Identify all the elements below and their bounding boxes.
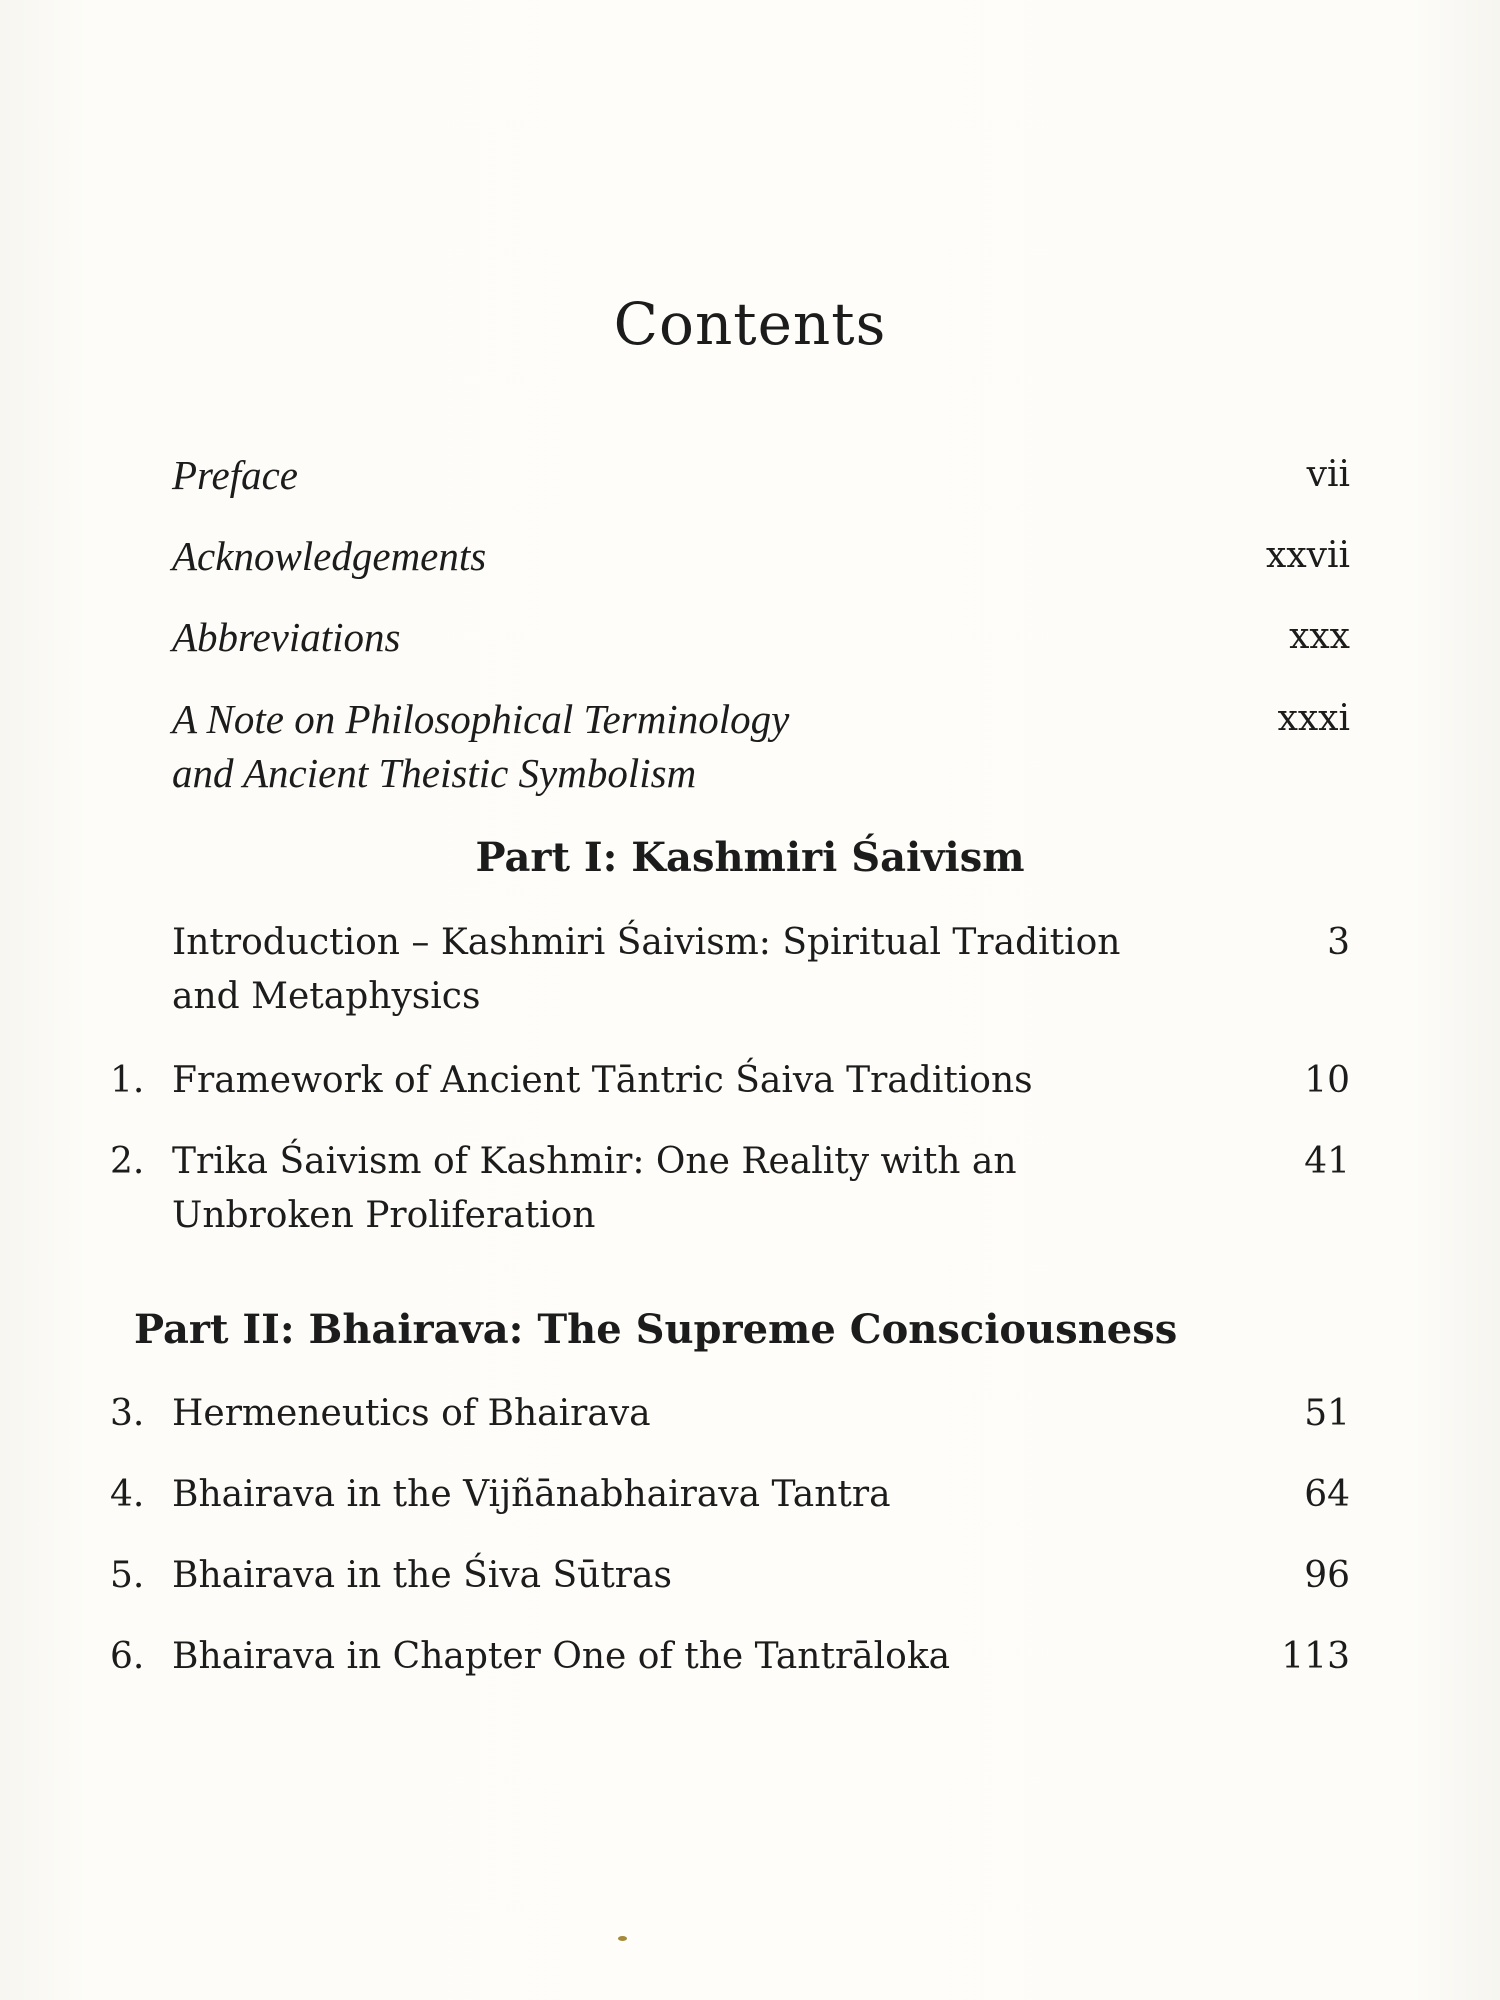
chapter-number: 3. bbox=[110, 1393, 145, 1434]
toc-entry-chapter-4: Bhairava in the Vijñānabhairava Tantra bbox=[172, 1474, 891, 1515]
chapter-number: 5. bbox=[110, 1555, 145, 1596]
toc-page-note: xxxi bbox=[1277, 698, 1350, 739]
toc-entry-chapter-2-line2: Unbroken Proliferation bbox=[172, 1195, 596, 1236]
toc-page-chapter-2: 41 bbox=[1304, 1141, 1350, 1182]
toc-page-introduction: 3 bbox=[1327, 922, 1350, 963]
toc-entry-chapter-1: Framework of Ancient Tāntric Śaiva Traditions bbox=[172, 1060, 1033, 1101]
toc-entry-introduction-line2: and Metaphysics bbox=[172, 976, 481, 1017]
toc-entry-note-line1: A Note on Philosophical Terminology bbox=[172, 696, 790, 742]
toc-page-chapter-3: 51 bbox=[1304, 1393, 1350, 1434]
toc-page-acknowledgements: xxvii bbox=[1266, 535, 1350, 576]
part-heading-2: Part II: Bhairava: The Supreme Consciousness bbox=[134, 1306, 1178, 1353]
toc-entry-note-line2: and Ancient Theistic Symbolism bbox=[172, 750, 697, 796]
toc-page-chapter-1: 10 bbox=[1304, 1060, 1350, 1101]
toc-entry-chapter-2-line1: Trika Śaivism of Kashmir: One Reality with an bbox=[172, 1141, 1017, 1182]
chapter-number: 2. bbox=[110, 1141, 145, 1182]
toc-entry-chapter-3: Hermeneutics of Bhairava bbox=[172, 1393, 651, 1434]
toc-page-chapter-5: 96 bbox=[1304, 1555, 1350, 1596]
toc-page-chapter-4: 64 bbox=[1304, 1474, 1350, 1515]
ink-smudge bbox=[618, 1936, 627, 1941]
chapter-number: 1. bbox=[110, 1060, 145, 1101]
part-heading-1: Part I: Kashmiri Śaivism bbox=[475, 834, 1025, 881]
toc-entry-preface: Preface bbox=[172, 452, 298, 498]
chapter-number: 4. bbox=[110, 1474, 145, 1515]
chapter-number: 6. bbox=[110, 1636, 145, 1677]
toc-entry-abbreviations: Abbreviations bbox=[172, 614, 401, 660]
toc-page-abbreviations: xxx bbox=[1289, 616, 1350, 657]
toc-entry-chapter-5: Bhairava in the Śiva Sūtras bbox=[172, 1555, 672, 1596]
toc-page-preface: vii bbox=[1306, 454, 1350, 495]
page-title: Contents bbox=[613, 290, 887, 358]
toc-entry-chapter-6: Bhairava in Chapter One of the Tantrāloka bbox=[172, 1636, 951, 1677]
toc-page-chapter-6: 113 bbox=[1281, 1636, 1350, 1677]
toc-entry-acknowledgements: Acknowledgements bbox=[172, 533, 487, 579]
toc-entry-introduction-line1: Introduction – Kashmiri Śaivism: Spiritual Tradition bbox=[172, 922, 1121, 963]
